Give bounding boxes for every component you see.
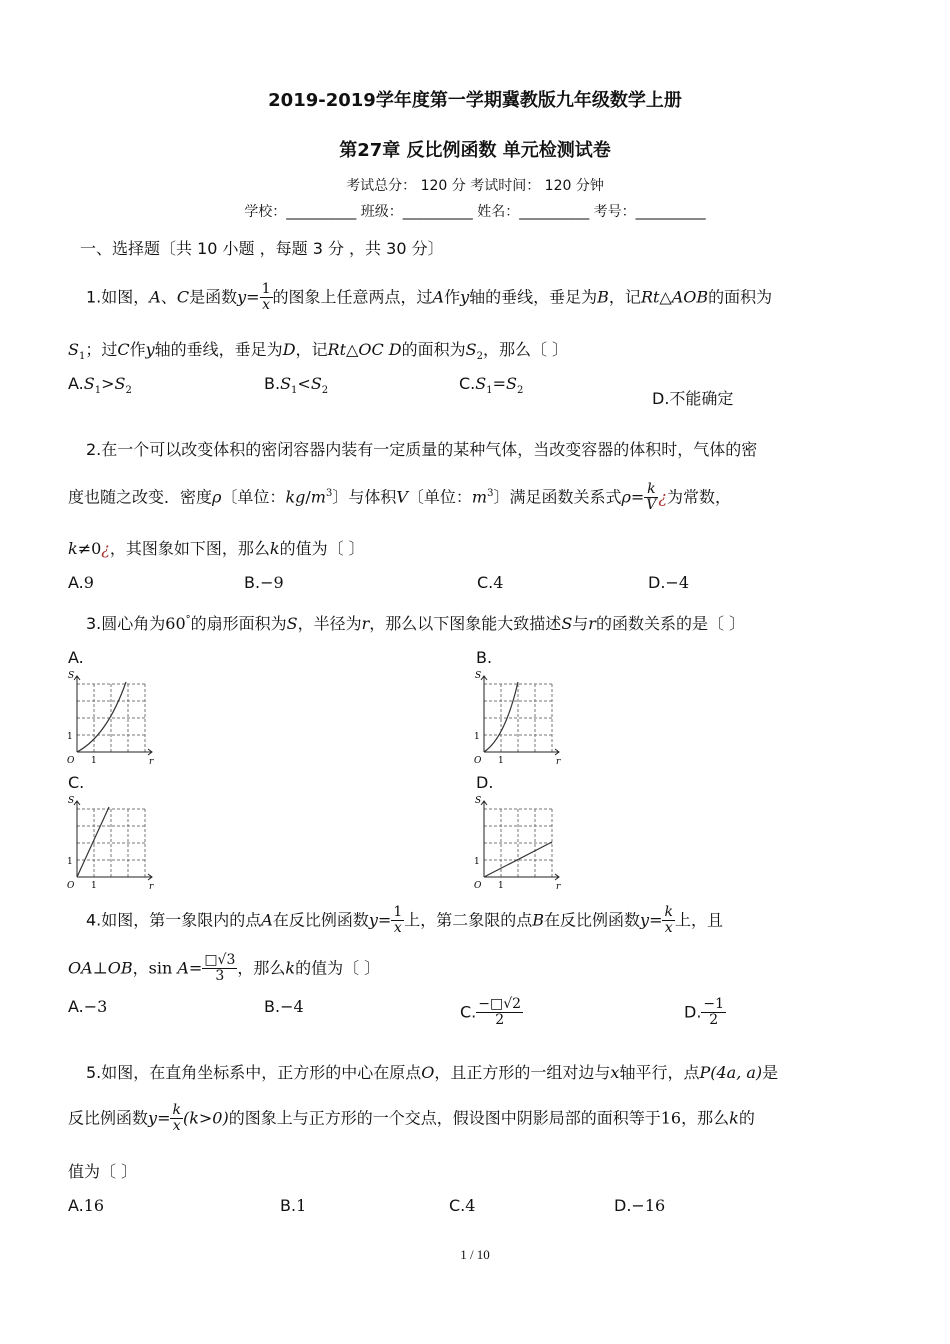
q3-graph-d[interactable] xyxy=(469,791,565,895)
graph-y-tick: 1 xyxy=(474,732,480,742)
q1-line1: 1.如图，A、C是函数y= $\frac{1}{x}$ 的图象上任意两点，过A作y轴的垂线，垂足为B，记Rt△AOB的面积为 xyxy=(86,281,773,314)
graph-x-tick: 1 xyxy=(498,881,504,891)
q4-option-a[interactable]: A.−3 xyxy=(68,997,108,1016)
q1-option-a[interactable]: $A.S_1>S_2$ xyxy=(68,374,132,397)
q5-line1: 5.如图，在直角坐标系中，正方形的中心在原点O，且正方形的一组对边与x轴平行，点P(4a, a)是 xyxy=(86,1063,779,1082)
graph-axis-y-label: S xyxy=(475,671,482,681)
q3-option-d[interactable]: D. xyxy=(476,773,494,792)
document-title: 2019-2019学年度第一学期冀教版九年级数学上册 xyxy=(268,90,682,111)
q4-option-c[interactable]: C. $\frac{-□√2}{2}$ xyxy=(460,996,522,1029)
q2-line3: k≠0¿，其图象如下图，那么k的值为〔 〕 xyxy=(68,539,365,558)
q5-option-a[interactable]: A.16 xyxy=(68,1196,105,1215)
q3-graph-b[interactable] xyxy=(469,666,565,770)
q2-line1: 2.在一个可以改变体积的密闭容器内装有一定质量的某种气体，当改变容器的体积时，气体的密 xyxy=(86,440,758,459)
graph-axis-x-label: r xyxy=(556,757,561,767)
graph-y-tick: 1 xyxy=(67,732,73,742)
graph-origin-label: O xyxy=(474,756,482,766)
graph-axis-x-label: r xyxy=(149,757,154,767)
q1-fraction: $\frac{1}{x}$ xyxy=(261,281,271,314)
exam-info: 考试总分： 120 分 考试时间： 120 分钟 xyxy=(346,178,604,194)
q5-option-d[interactable]: D.−16 xyxy=(614,1196,666,1215)
q3-option-a[interactable]: A. xyxy=(68,648,84,667)
graph-axis-x-label: r xyxy=(556,882,561,892)
student-fields: 学校：__________ 班级：__________ 姓名：__________ 考号：__________ xyxy=(244,204,706,220)
q3-option-b[interactable]: B. xyxy=(476,648,493,667)
graph-axis-y-label: S xyxy=(68,796,75,806)
q2-option-c[interactable]: C.4 xyxy=(477,573,504,592)
q3-option-c[interactable]: C. xyxy=(68,773,85,792)
q4-line2: OA⊥OB，sin A= $\frac{□√3}{3}$ ，那么k的值为〔 〕 xyxy=(68,952,381,985)
q3-stem: 3.圆心角为60°的扇形面积为S，半径为r，那么以下图象能大致描述S与r的函数关系的是〔 〕 xyxy=(86,614,746,633)
q2-option-d[interactable]: D.−4 xyxy=(648,573,689,592)
q2-option-b[interactable]: B.−9 xyxy=(244,573,284,592)
q5-line3: 值为〔 〕 xyxy=(68,1162,138,1181)
graph-x-tick: 1 xyxy=(91,756,97,766)
q1-option-c[interactable]: $C.S_1=S_2$ xyxy=(459,374,524,397)
q1-option-b[interactable]: $B.S_1<S_2$ xyxy=(264,374,329,397)
q2-fraction: $\frac{k}{V}$ xyxy=(646,481,657,514)
graph-y-tick: 1 xyxy=(474,857,480,867)
graph-x-tick: 1 xyxy=(91,881,97,891)
graph-y-tick: 1 xyxy=(67,857,73,867)
q3-graph-c[interactable] xyxy=(62,791,158,895)
section-heading: 一、选择题〔共 10 小题 ，每题 3 分 ，共 30 分〕 xyxy=(80,239,444,258)
graph-origin-label: O xyxy=(474,881,482,891)
q2-option-a[interactable]: A.9 xyxy=(68,573,94,592)
chapter-title: 第27章 反比例函数 单元检测试卷 xyxy=(339,140,611,161)
graph-axis-x-label: r xyxy=(149,882,154,892)
q2-line2: 度也随之改变．密度ρ〔单位：$kg/m^3$〕与体积V〔单位：$m^3$〕满足函数关系式ρ= $\frac{k}{V}$ ¿为常数， xyxy=(68,481,731,514)
graph-origin-label: O xyxy=(67,881,75,891)
page-number: 1 / 10 xyxy=(460,1247,490,1262)
q3-graph-a[interactable] xyxy=(62,666,158,770)
q4-option-b[interactable]: B.−4 xyxy=(264,997,304,1016)
q5-option-b[interactable]: B.1 xyxy=(280,1196,307,1215)
graph-x-tick: 1 xyxy=(498,756,504,766)
graph-origin-label: O xyxy=(67,756,75,766)
q4-line1: 4.如图，第一象限内的点A在反比例函数y= $\frac{1}{x}$ 上，第二象限的点B在反比例函数y= $\frac{k}{x}$ 上，且 xyxy=(86,904,723,937)
q5-line2: 反比例函数y= $\frac{k}{x}$ (k>0)的图象上与正方形的一个交点，假设图中阴影局部的面积等于16，那么k的 xyxy=(68,1102,755,1135)
q5-option-c[interactable]: C.4 xyxy=(449,1196,476,1215)
q4-option-d[interactable]: D. $\frac{-1}{2}$ xyxy=(684,996,725,1029)
q1-option-d[interactable]: D.不能确定 xyxy=(652,389,734,408)
graph-axis-y-label: S xyxy=(68,671,75,681)
graph-axis-y-label: S xyxy=(475,796,482,806)
q1-line2: $S_1$；过C作y轴的垂线，垂足为D，记Rt△OC D的面积为$S_2$，那么〔 〕 xyxy=(68,340,569,363)
